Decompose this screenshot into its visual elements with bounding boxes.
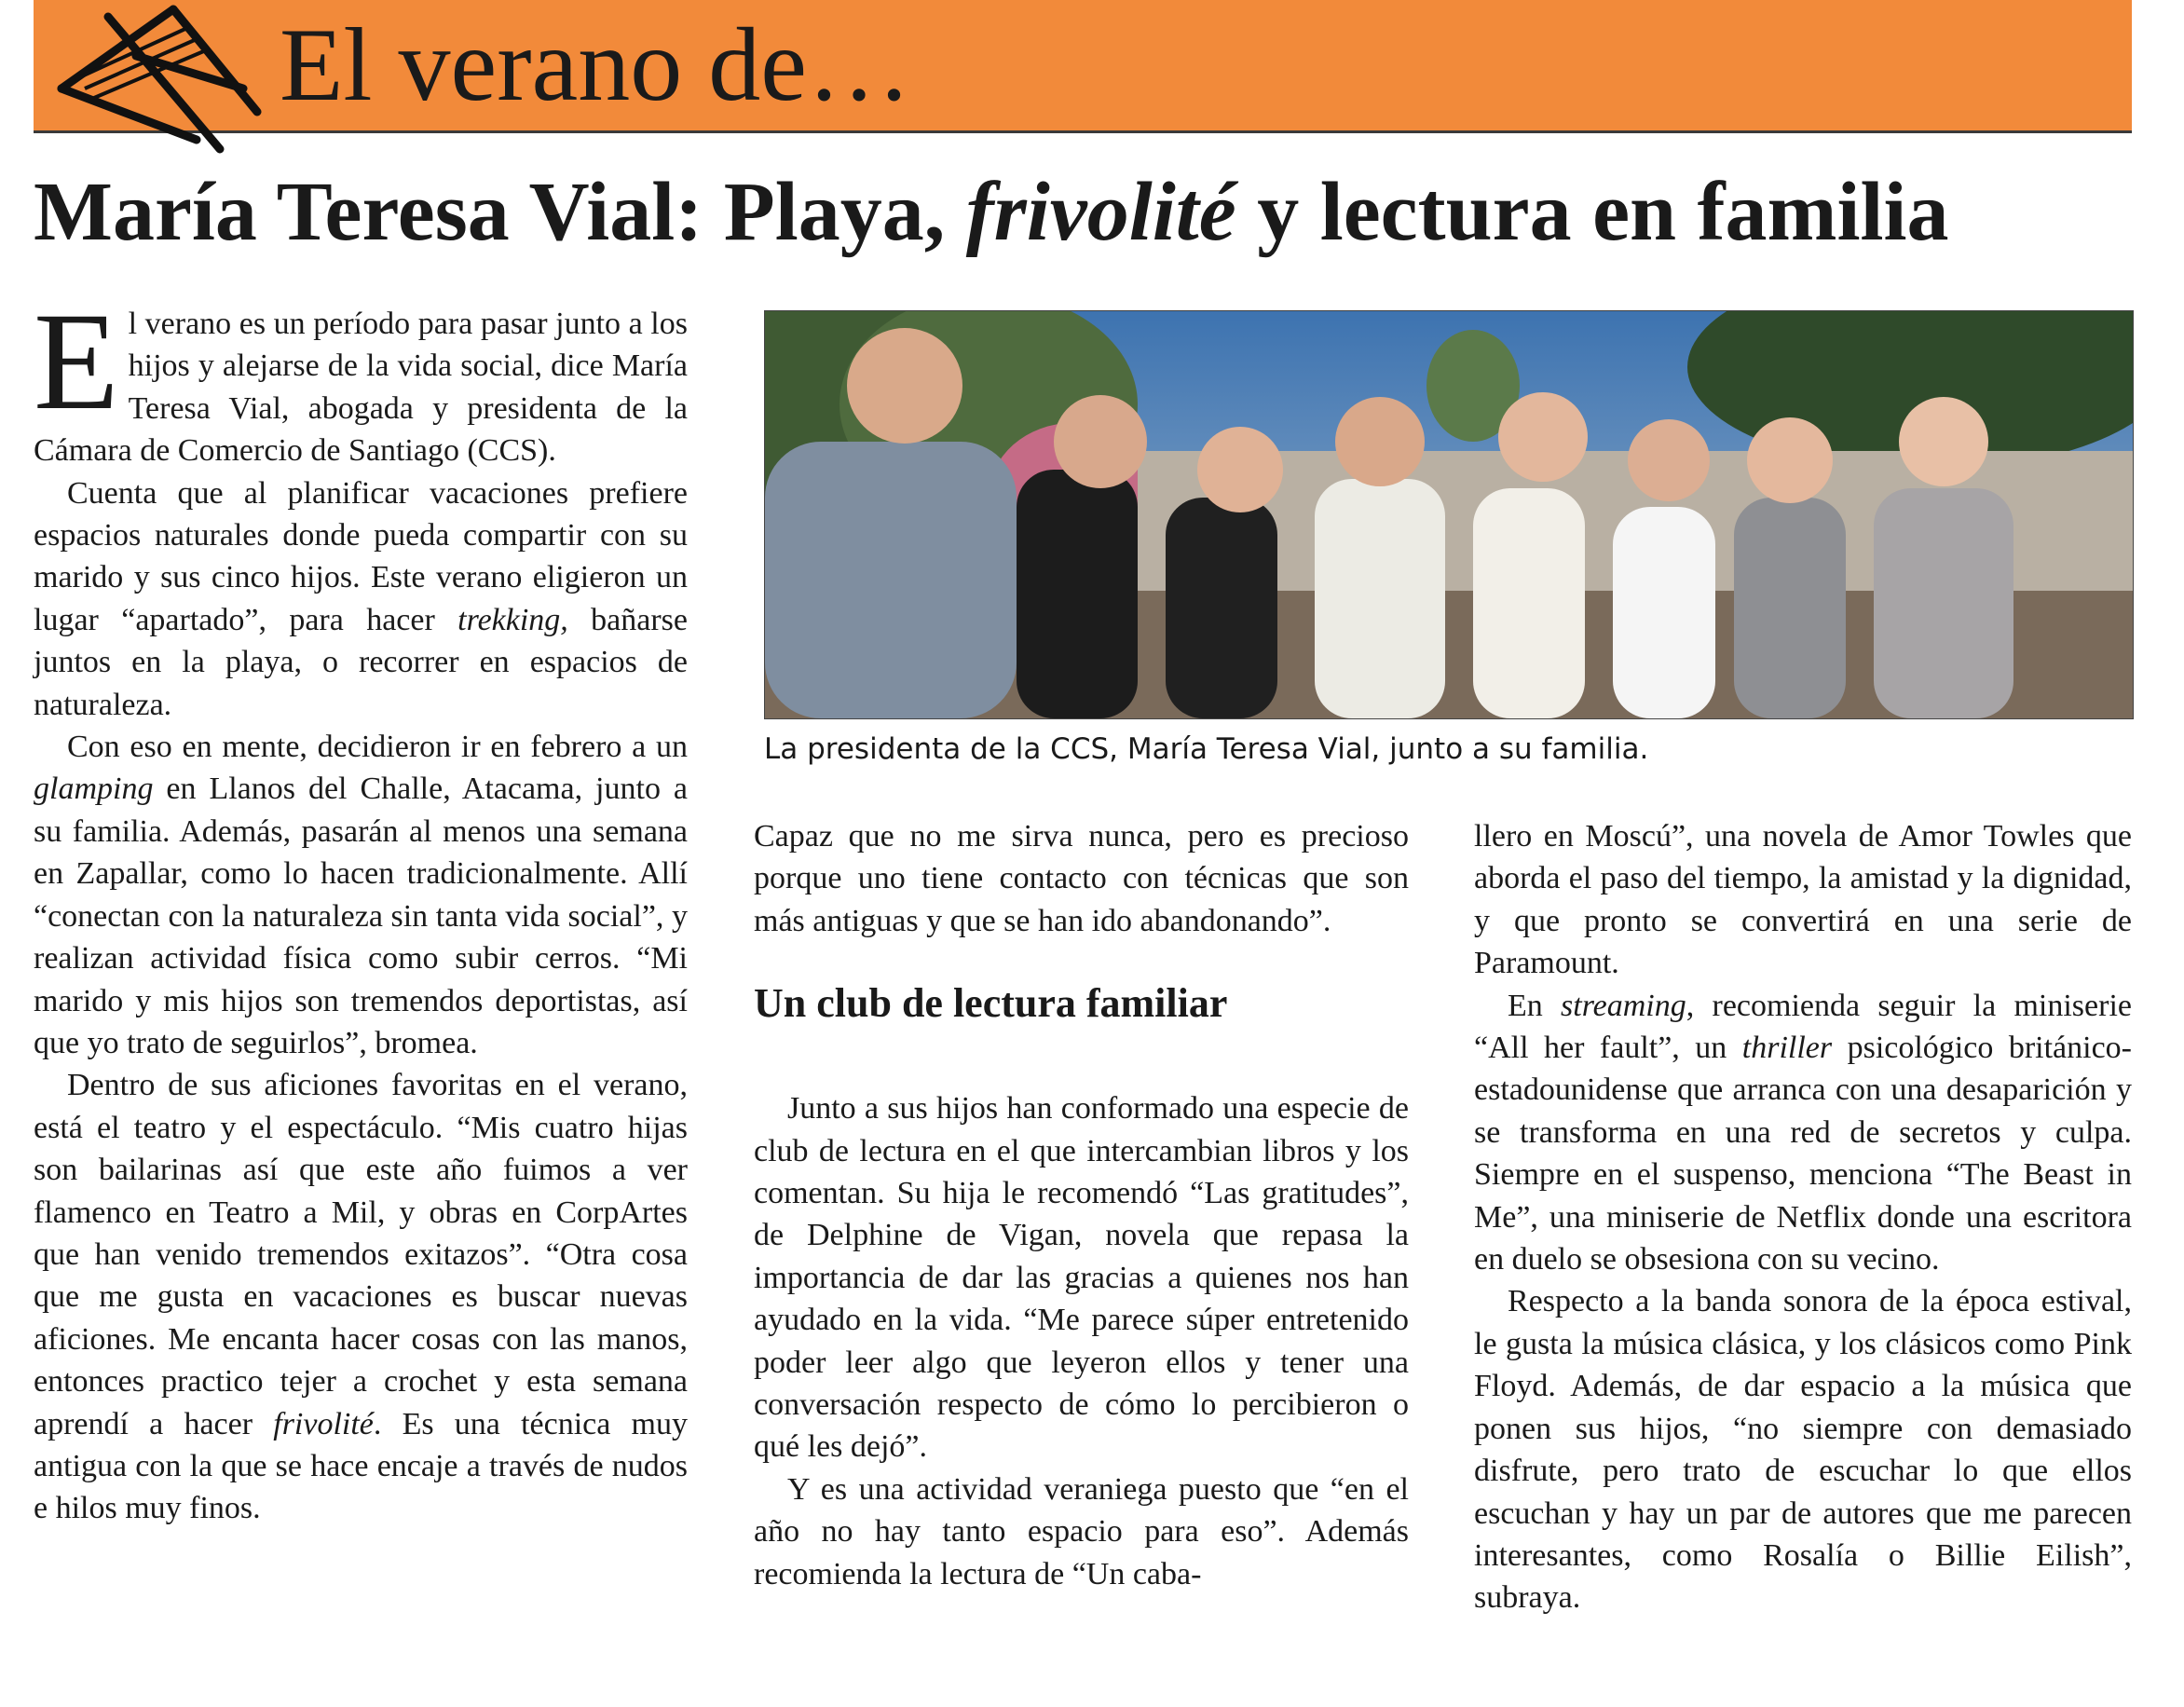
article-headline: María Teresa Vial: Playa, frivolité y lectura en familia xyxy=(34,166,1949,258)
article-column-2: Capaz que no me sirva nunca, pero es precioso porque uno tiene contacto con técnicas que son más antiguas y que se han ido abandonando”. Un club de lectura familiar Junto a sus hijos han conformado una especie de club de lectura en el que intercambian libros y los comentan. Su hija le recomendó “Las gratitudes”, de Delphine de Vigan, novela que repasa la importancia de dar las gracias a quienes nos han ayudado en la vida. “Me parece súper entretenido poder leer algo que leyeron ellos y tener una conversación respecto de cómo lo percibieron o qué les dejó”. Y es una actividad veraniega puesto que “en el año no hay tanto espacio para eso”. Además recomienda la lectura de “Un caba- xyxy=(754,819,1409,1591)
section-subheading: Un club de lectura familiar xyxy=(754,980,1228,1027)
beach-chair-icon xyxy=(34,0,276,154)
family-photo xyxy=(764,310,2134,719)
article-column-1: El verano es un período para pasar junto a los hijos y alejarse de la vida social, dice María Teresa Vial, abogada y presidenta de la Cámara de Comercio de Santiago (CCS). Cuenta que al planificar vacaciones prefiere espacios naturales donde pueda compartir con su marido y sus cinco hijos. Este verano eligieron un lugar “apartado”, para hacer trekking, bañarse juntos en la playa, o recorrer en espacios de naturaleza. Con eso en mente, decidieron ir en febrero a un glamping en Llanos del Challe, Atacama, junto a su familia. Además, pasarán al menos una semana en Zapallar, como lo hacen tradicionalmente. Allí “conectan con la naturaleza sin tanta vida social”, y realizan actividad física como subir cerros. “Mi marido y mis hijos son tremendos deportistas, así que yo trato de seguirlos”, bromea. Dentro de sus aficiones favoritas en el verano, está el teatro y el espectáculo. “Mis cuatro hijas son bailarinas así que este año fuimos a ver flamenco en Teatro a Mil, y obras en CorpArtes que han venido tremendos exitazos”. “Otra cosa que me gusta en vacaciones es buscar nuevas aficiones. Me encanta hacer cosas con las manos, entonces practico tejer a crochet y esta semana aprendí a hacer frivolité. Es una técnica muy antigua con la que se hace encaje a través de nudos e hilos muy finos. xyxy=(34,284,689,1526)
photo-caption: La presidenta de la CCS, María Teresa Vial, junto a su familia. xyxy=(764,732,1649,766)
drop-cap: E xyxy=(34,284,119,439)
article-column-3: llero en Moscú”, una novela de Amor Towles que aborda el paso del tiempo, la amistad y la dignidad, y que pronto se convertirá en una serie de Paramount. En streaming, recomienda seguir la miniserie “All her fault”, un thriller psicológico británico-estadounidense que arranca con una desaparición y se transforma en una red de secretos y culpa. Siempre en el suspenso, menciona “The Beast in Me”, una miniserie de Netflix donde una escritora en duelo se obsesiona con su vecino. Respecto a la banda sonora de la época estival, le gusta la música clásica, y los clásicos como Pink Floyd. Además, de dar espacio a la música que ponen sus hijos, “no siempre con demasiado disfrute, pero trato de escuchar lo que ellos escuchan y hay un par de autores que me parecen interesantes, como Rosalía o Billie Eilish”, subraya. xyxy=(1474,819,2132,1616)
section-title: El verano de… xyxy=(280,7,911,123)
